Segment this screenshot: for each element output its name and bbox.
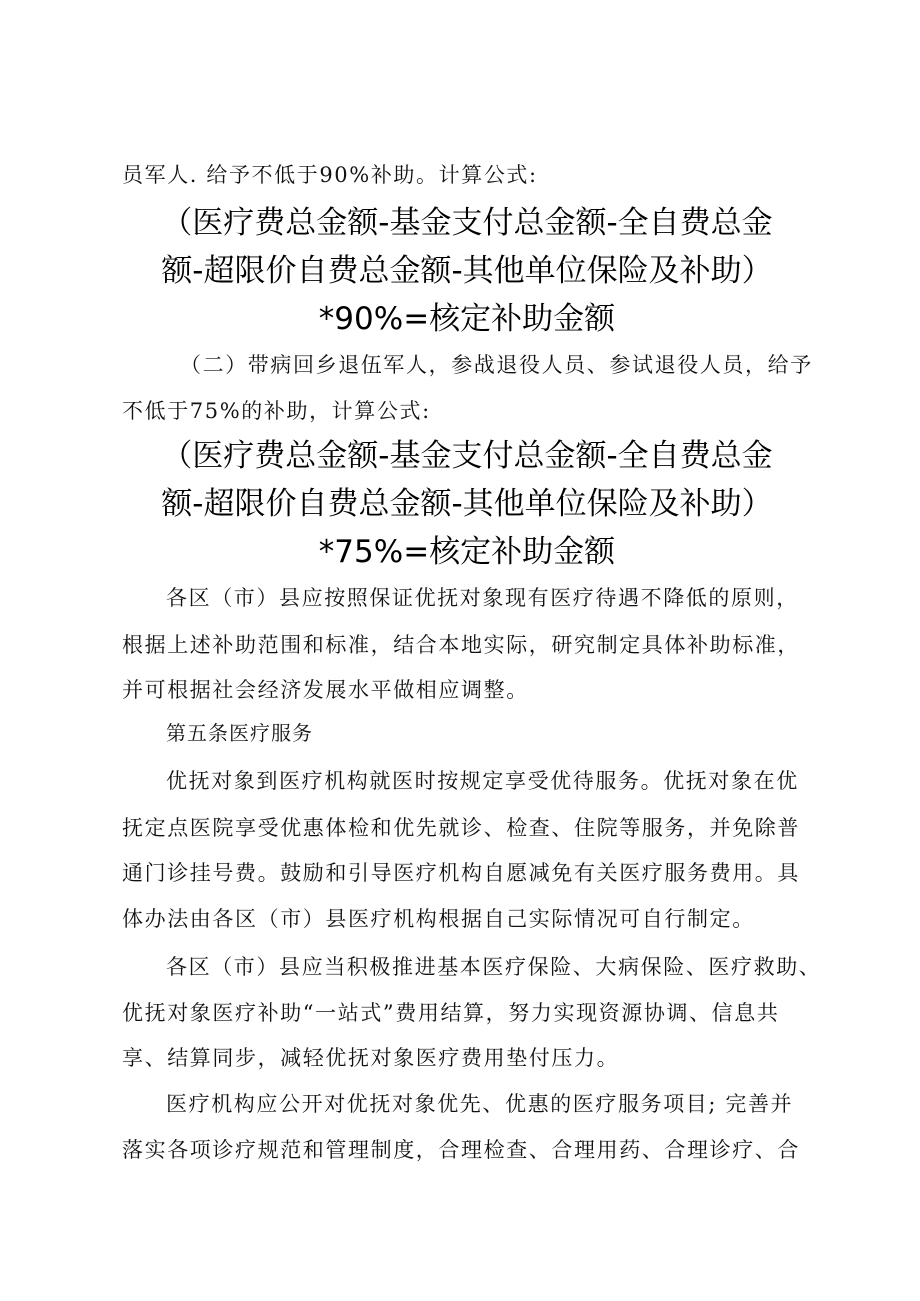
- formula-75-line-3: *75%=核定补助金额: [318, 534, 616, 570]
- paragraph-2-line-4: 体办法由各区（市）县医疗机构根据自己实际情况可自行制定。: [122, 907, 755, 931]
- formula-75-line-1: （医疗费总金额-基金支付总金额-全自费总金: [161, 438, 773, 474]
- paragraph-3-line-2: 优抚对象医疗补助“一站式”费用结算，努力实现资源协调、信息共: [122, 1001, 780, 1025]
- paragraph-1-line-2: 根据上述补助范围和标准，结合本地实际，研究制定具体补助标准，: [122, 633, 800, 657]
- formula-90-line-1: （医疗费总金额-基金支付总金额-全自费总金: [161, 205, 773, 241]
- formula-90-line-2: 额-超限价自费总金额-其他单位保险及补助）: [161, 253, 773, 289]
- paragraph-1-line-3: 并可根据社会经济发展水平做相应调整。: [122, 678, 529, 702]
- paragraph-4-line-1: 医疗机构应公开对优抚对象优先、优惠的医疗服务项目; 完善并: [166, 1092, 794, 1116]
- paragraph-2-line-2: 抚定点医院享受优惠体检和优先就诊、检查、住院等服务，并免除普: [122, 816, 800, 840]
- paragraph-1-line-1: 各区（市）县应按照保证优抚对象现有医疗待遇不降低的原则，: [166, 586, 799, 610]
- paragraph-3-line-1: 各区（市）县应当积极推进基本医疗保险、大病保险、医疗救助、: [166, 955, 822, 979]
- article-5-title: 第五条医疗服务: [166, 721, 313, 745]
- formula-90-line-3: *90%=核定补助金额: [318, 301, 616, 337]
- formula-75-line-2: 额-超限价自费总金额-其他单位保险及补助）: [161, 486, 773, 522]
- paragraph-3-line-3: 享、结算同步，减轻优抚对象医疗费用垫付压力。: [122, 1046, 620, 1070]
- paragraph-2-line-1: 优抚对象到医疗机构就医时按规定享受优待服务。优抚对象在优: [166, 769, 799, 793]
- section-2-line-1: （二）带病回乡退伍军人，参战退役人员、参试退役人员，给予: [180, 353, 813, 377]
- paragraph-2-line-3: 通门诊挂号费。鼓励和引导医疗机构自愿减免有关医疗服务费用。具: [122, 861, 800, 885]
- intro-tail-line: 员军人. 给予不低于90%补助。计算公式:: [122, 163, 538, 187]
- section-2-line-2: 不低于75%的补助，计算公式:: [122, 399, 431, 423]
- paragraph-4-line-2: 落实各项诊疗规范和管理制度，合理检查、合理用药、合理诊疗、合: [122, 1138, 800, 1162]
